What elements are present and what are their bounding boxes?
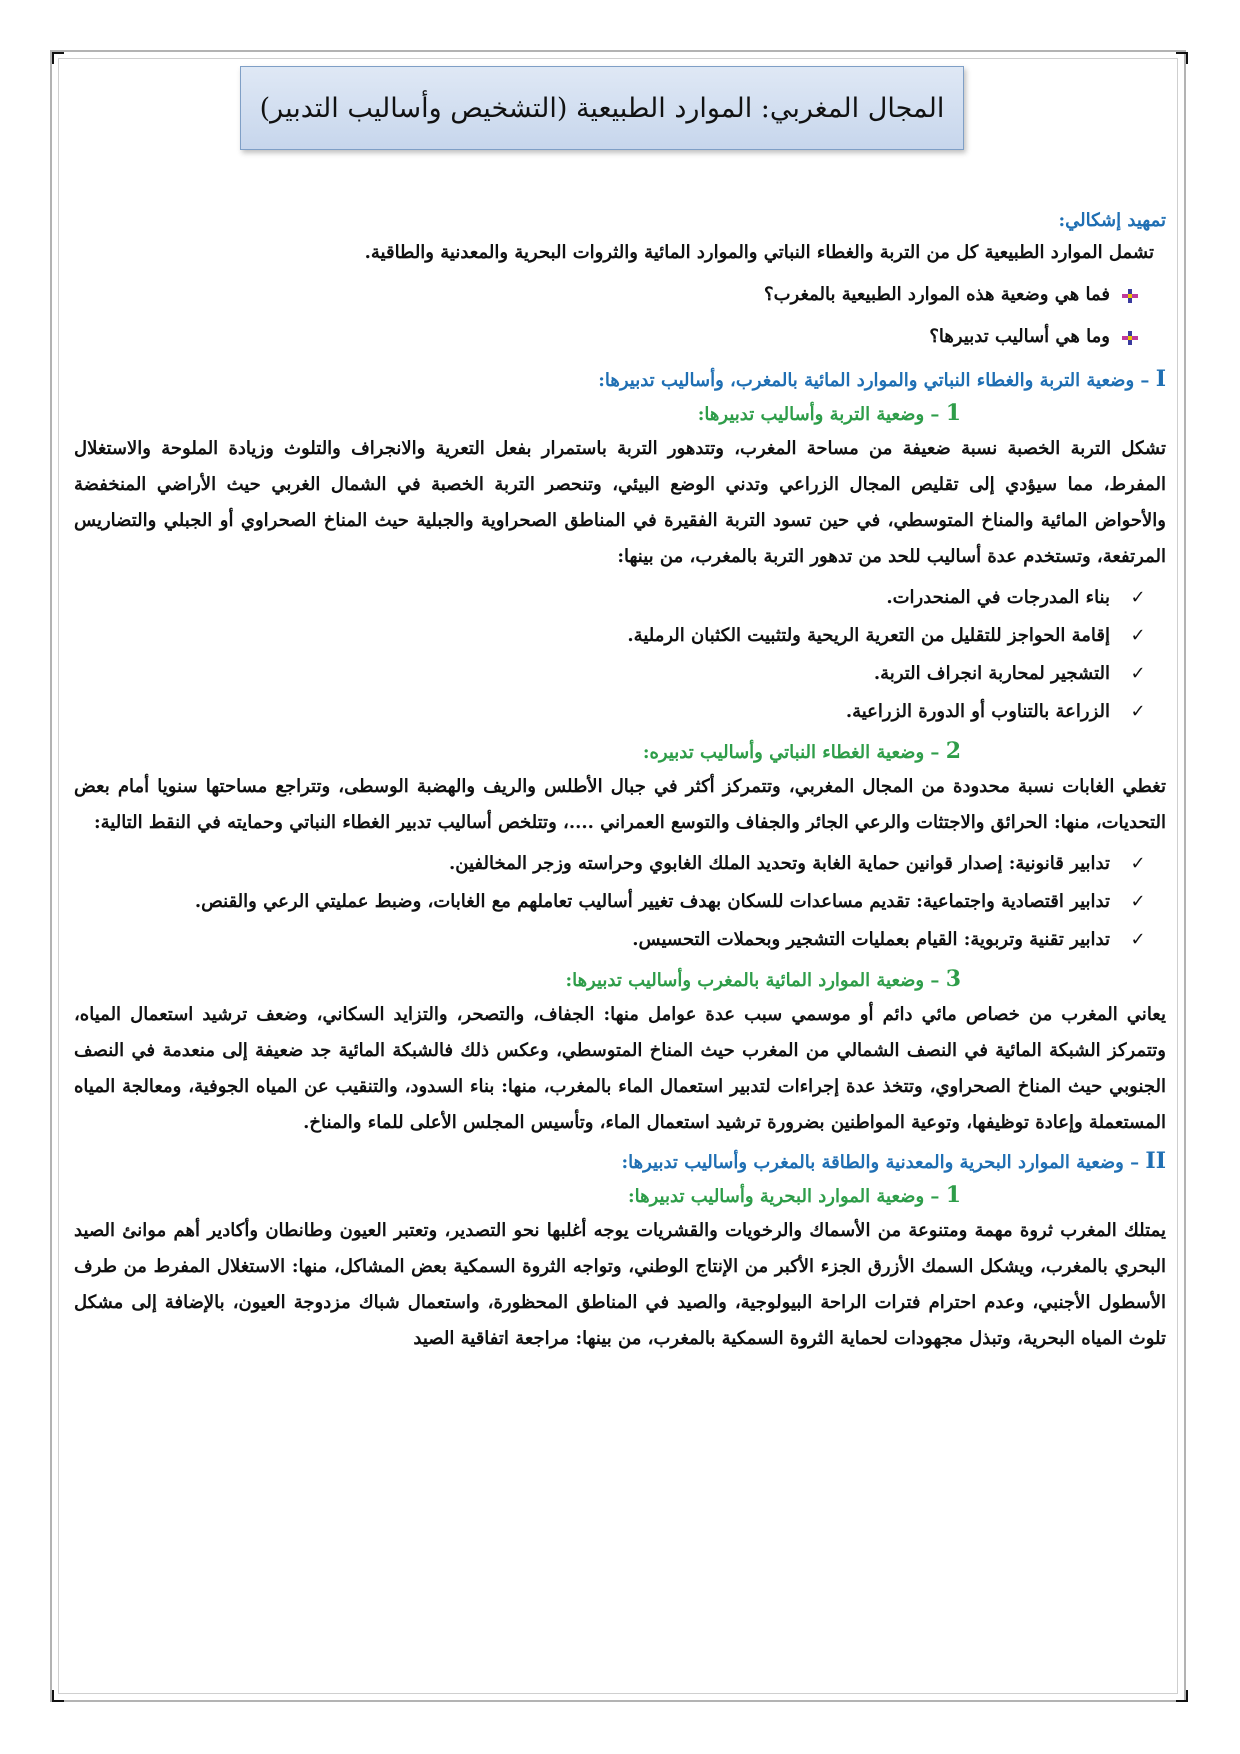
subsection-heading-2-1 — [74, 1179, 1166, 1213]
subsection-title: – وضعية الموارد البحرية وأساليب تدبيرها: — [628, 1186, 940, 1207]
corner-ornament — [52, 1690, 64, 1702]
list-item — [74, 617, 1146, 655]
section-heading-2 — [74, 1145, 1166, 1179]
list-item-text: التشجير لمحاربة انجراف التربة. — [873, 663, 1110, 684]
paragraph-soil: تشكل التربة الخصبة نسبة ضعيفة من مساحة المغرب، وتتدهور التربة باستمرار بفعل التعرية والانجراف والتلوث وزيادة الملوحة والاستغلال المفرط، مما سيؤدي إلى تقليص المجال الزراعي وتدني الوضع البيئي، وتنحصر التربة الخصبة في الشمال الغربي حيث الأراضي المنخفضة والأحواض المائية والمناخ المتوسطي، في حين تسود التربة الفقيرة في المناطق الصحراوية والجبلية حيث المناخ الصحراوي أو الجبلي والتضاريس المرتفعة، وتستخدم عدة أساليب للحد من تدهور التربة بالمغرب، من بينها: — [74, 438, 1166, 567]
section-title: – وضعية الموارد البحرية والمعدنية والطاقة بالمغرب وأساليب تدبيرها: — [621, 1152, 1140, 1173]
subsection-title: – وضعية الموارد المائية بالمغرب وأساليب تدبيرها: — [565, 970, 940, 991]
check-icon: ✓ — [1130, 891, 1146, 912]
question-text: وما هي أساليب تدبيرها؟ — [929, 326, 1110, 347]
page-title-text: المجال المغربي: الموارد الطبيعية (التشخيص وأساليب التدبير) — [259, 92, 945, 124]
section-heading-1 — [74, 363, 1166, 397]
subsection-title: – وضعية التربة وأساليب تدبيرها: — [697, 404, 940, 425]
list-item — [74, 579, 1146, 617]
check-icon: ✓ — [1130, 587, 1146, 608]
soil-measures-list — [74, 579, 1166, 731]
question-item — [74, 279, 1166, 311]
list-item — [74, 655, 1146, 693]
subsection-heading-1-2 — [74, 735, 1166, 769]
list-item — [74, 845, 1146, 883]
corner-ornament — [52, 52, 64, 64]
list-item-text: بناء المدرجات في المنحدرات. — [886, 587, 1110, 608]
subsection-heading-1-3 — [74, 963, 1166, 997]
vegetation-measures-list — [74, 845, 1166, 959]
subsection-number: 1 — [945, 400, 961, 426]
bullet-plus-icon — [1122, 289, 1138, 303]
corner-ornament — [1176, 52, 1188, 64]
subsection-title: – وضعية الغطاء النباتي وأساليب تدبيره: — [642, 742, 940, 763]
section-number: I — [1155, 366, 1166, 392]
page-title — [240, 66, 964, 150]
question-text: فما هي وضعية هذه الموارد الطبيعية بالمغرب؟ — [764, 284, 1110, 305]
paragraph-vegetation: تغطي الغابات نسبة محدودة من المجال المغربي، وتتمركز أكثر في جبال الأطلس والريف والهضبة الوسطى، وتتراجع مساحتها سنويا أمام بعض التحديات، منها: الحرائق والاجتثات والرعي الجائر والجفاف والتوسع العمراني ....، وتتلخص أساليب تدبير الغطاء النباتي وحمايته في النقط التالية: — [74, 776, 1166, 833]
check-icon: ✓ — [1130, 663, 1146, 684]
subsection-heading-1-1 — [74, 397, 1166, 431]
paragraph-marine: يمتلك المغرب ثروة مهمة ومتنوعة من الأسماك والرخويات والقشريات يوجه أغلبها نحو التصدير، وتعتبر العيون وطانطان وأكادير أهم موانئ الصيد البحري بالمغرب، ويشكل السمك الأزرق الجزء الأكبر من الإنتاج الوطني، وتواجه الثروة السمكية بعض المشاكل، منها: الاستغلال المفرط من طرف الأسطول الأجنبي، وعدم احترام فترات الراحة البيولوجية، والصيد في المناطق المحظورة، واستعمال شباك مزدوجة العيون، بالإضافة إلى مشكل تلوث المياه البحرية، وتبذل مجهودات لحماية الثروة السمكية بالمغرب، من بينها: مراجعة اتفاقية الصيد — [74, 1220, 1166, 1349]
document-body — [74, 205, 1166, 1361]
check-icon: ✓ — [1130, 929, 1146, 950]
list-item-text: تدابير تقنية وتربوية: القيام بعمليات التشجير وبحملات التحسيس. — [632, 929, 1110, 950]
list-item-text: تدابير اقتصادية واجتماعية: تقديم مساعدات للسكان بهدف تغيير أساليب تعاملهم مع الغابات، وضبط عمليتي الرعي والقنص. — [194, 891, 1110, 912]
check-icon: ✓ — [1130, 853, 1146, 874]
subsection-number: 1 — [945, 1182, 961, 1208]
check-icon: ✓ — [1130, 701, 1146, 722]
intro-heading: تمهيد إشكالي: — [1058, 210, 1166, 231]
list-item-text: إقامة الحواجز للتقليل من التعرية الريحية ولتثبيت الكثبان الرملية. — [627, 625, 1110, 646]
subsection-number: 3 — [945, 966, 961, 992]
intro-text: تشمل الموارد الطبيعية كل من التربة والغطاء النباتي والموارد المائية والثروات البحرية والمعدنية والطاقية. — [364, 242, 1154, 263]
question-item — [74, 321, 1166, 353]
section-title: – وضعية التربة والغطاء النباتي والموارد المائية بالمغرب، وأساليب تدبيرها: — [598, 370, 1150, 391]
check-icon: ✓ — [1130, 625, 1146, 646]
list-item-text: الزراعة بالتناوب أو الدورة الزراعية. — [845, 701, 1110, 722]
list-item — [74, 883, 1146, 921]
list-item — [74, 921, 1146, 959]
section-number: II — [1145, 1148, 1166, 1174]
list-item-text: تدابير قانونية: إصدار قوانين حماية الغابة وتحديد الملك الغابوي وحراسته وزجر المخالفين. — [448, 853, 1110, 874]
paragraph-water: يعاني المغرب من خصاص مائي دائم أو موسمي سبب عدة عوامل منها: الجفاف، والتصحر، والتزايد السكاني، وضعف ترشيد استعمال المياه، وتتمركز الشبكة المائية في النصف الشمالي من المغرب حيث المناخ المتوسطي، وعكس ذلك فالشبكة المائية جد ضعيفة إلى منعدمة في النصف الجنوبي حيث المناخ الصحراوي، وتتخذ عدة إجراءات لتدبير استعمال الماء بالمغرب، منها: بناء السدود، والتنقيب عن المياه الجوفية، ومعالجة المياه المستعملة وإعادة توظيفها، وتوعية المواطنين بضرورة ترشيد استعمال الماء، وتأسيس المجلس الأعلى للماء والمناخ. — [74, 1004, 1166, 1133]
bullet-plus-icon — [1122, 331, 1138, 345]
list-item — [74, 693, 1146, 731]
corner-ornament — [1176, 1690, 1188, 1702]
subsection-number: 2 — [945, 738, 961, 764]
